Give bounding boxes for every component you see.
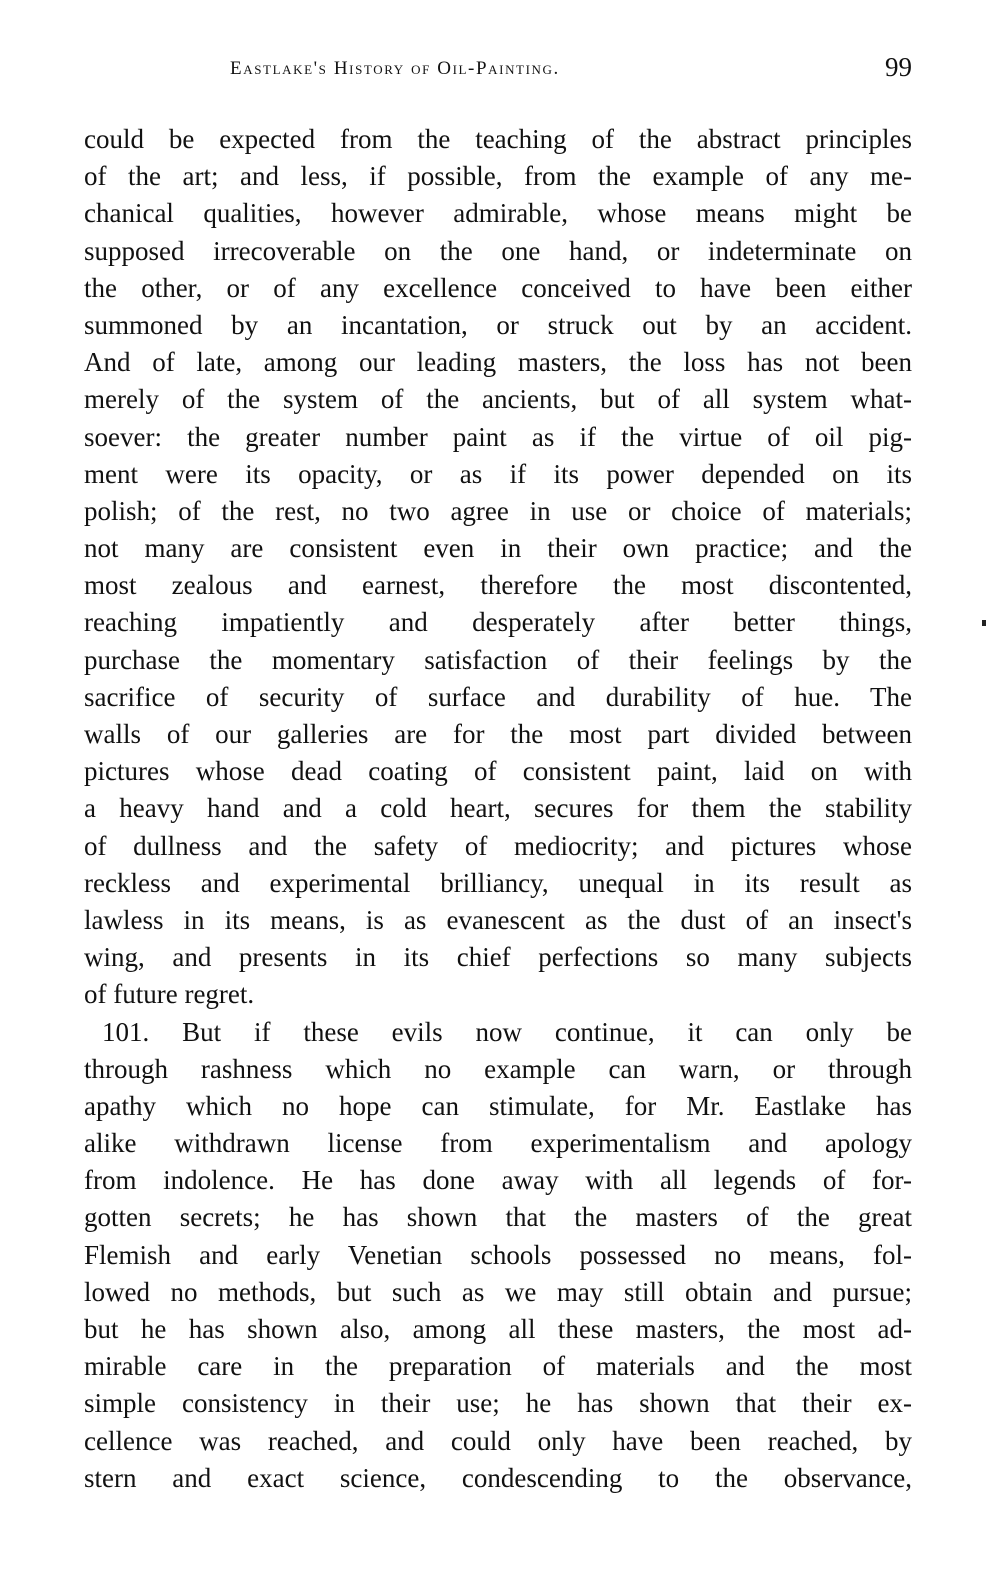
text-line-content: polish; of the rest, no two agree in use or choice of materials;: [84, 495, 912, 526]
text-line: [84, 158, 912, 195]
text-line: [84, 233, 912, 270]
text-line: [84, 344, 912, 381]
text-line-content: could be expected from the teaching of the abstract principles: [84, 124, 912, 154]
text-line: [84, 1199, 912, 1236]
text-line: [84, 270, 912, 307]
text-line-content: a heavy hand and a cold heart, secures for them the stability: [84, 793, 912, 824]
text-line-content: of the art; and less, if possible, from the example of any me-: [84, 161, 912, 192]
text-line-content: of future regret.: [84, 979, 255, 1010]
text-line: [84, 902, 912, 939]
text-line-content: most zealous and earnest, therefore the most discontented,: [84, 570, 912, 601]
text-line: [84, 567, 912, 604]
text-line: [84, 530, 912, 567]
text-line-content: chanical qualities, however admirable, whose means might be: [84, 198, 912, 229]
text-line: [84, 1423, 912, 1460]
text-line: [84, 419, 912, 456]
margin-mark: [982, 620, 986, 626]
text-line: [84, 976, 912, 1013]
text-line-content: summoned by an incantation, or struck out by an accident.: [84, 309, 912, 340]
text-line: [84, 1051, 912, 1088]
text-line-content: alike withdrawn license from experimentalism and apology: [84, 1128, 912, 1159]
text-line-content: lowed no methods, but such as we may still obtain and pursue;: [84, 1276, 912, 1307]
text-line: [84, 493, 912, 530]
text-line: [84, 1348, 912, 1385]
text-line-content: supposed irrecoverable on the one hand, or indeterminate on: [84, 235, 912, 266]
page-number: 99: [885, 52, 912, 82]
text-line-content: but he has shown also, among all these masters, the most ad-: [84, 1314, 912, 1344]
text-line: [84, 1237, 912, 1274]
body-text: [84, 121, 912, 1497]
text-line: [84, 642, 912, 679]
paragraph: [84, 121, 912, 1014]
paragraph: [84, 1014, 912, 1497]
text-line-content: 101. But if these evils now continue, it can only be: [102, 1016, 912, 1047]
text-line: [84, 939, 912, 976]
text-line: [84, 1311, 912, 1348]
text-line: [84, 1014, 912, 1051]
text-line: [84, 381, 912, 418]
text-line: [84, 307, 912, 344]
text-line: [84, 790, 912, 827]
text-line: [84, 716, 912, 753]
running-title: Eastlake's History of Oil-Painting.: [230, 58, 560, 79]
text-line: [84, 828, 912, 865]
text-line-content: from indolence. He has done away with all legends of for-: [84, 1165, 912, 1196]
text-line: [84, 121, 912, 158]
text-line: [84, 1460, 912, 1497]
text-line-content: gotten secrets; he has shown that the masters of the great: [84, 1202, 912, 1233]
text-line: [84, 1088, 912, 1125]
text-line: [84, 1385, 912, 1422]
text-line-content: not many are consistent even in their own practice; and the: [84, 533, 912, 564]
text-line-content: of dullness and the safety of mediocrity; and pictures whose: [84, 830, 912, 861]
text-line: [84, 1125, 912, 1162]
text-line-content: reckless and experimental brilliancy, unequal in its result as: [84, 867, 912, 898]
text-line-content: walls of our galleries are for the most part divided between: [84, 719, 912, 749]
text-line-content: pictures whose dead coating of consistent paint, laid on with: [84, 756, 912, 787]
text-line-content: soever: the greater number paint as if the virtue of oil pig-: [84, 421, 912, 452]
text-line-content: stern and exact science, condescending to the observance,: [84, 1462, 912, 1493]
text-line-content: merely of the system of the ancients, but of all system what-: [84, 384, 912, 415]
text-line-content: sacrifice of security of surface and durability of hue. The: [84, 681, 912, 712]
text-line: [84, 679, 912, 716]
text-line: [84, 195, 912, 232]
text-line-content: lawless in its means, is as evanescent as the dust of an insect's: [84, 904, 912, 935]
text-line-content: cellence was reached, and could only have been reached, by: [84, 1425, 912, 1456]
text-line-content: ment were its opacity, or as if its power depended on its: [84, 458, 912, 489]
text-line-content: reaching impatiently and desperately after better things,: [84, 607, 912, 638]
text-line-content: wing, and presents in its chief perfections so many subjects: [84, 942, 912, 973]
text-line-content: through rashness which no example can warn, or through: [84, 1053, 912, 1084]
text-line-content: And of late, among our leading masters, the loss has not been: [84, 347, 912, 378]
text-line-content: Flemish and early Venetian schools possessed no means, fol-: [84, 1239, 912, 1270]
text-line-content: mirable care in the preparation of materials and the most: [84, 1351, 912, 1382]
text-line-content: simple consistency in their use; he has shown that their ex-: [84, 1388, 912, 1419]
text-line: [84, 456, 912, 493]
page-header: [84, 52, 912, 88]
text-line-content: purchase the momentary satisfaction of their feelings by the: [84, 644, 912, 675]
text-line: [84, 1162, 912, 1199]
text-line: [84, 865, 912, 902]
text-line-content: apathy which no hope can stimulate, for Mr. Eastlake has: [84, 1090, 912, 1121]
text-line: [84, 753, 912, 790]
text-line-content: the other, or of any excellence conceived to have been either: [84, 272, 912, 303]
text-line: [84, 1274, 912, 1311]
text-line: [84, 604, 912, 641]
